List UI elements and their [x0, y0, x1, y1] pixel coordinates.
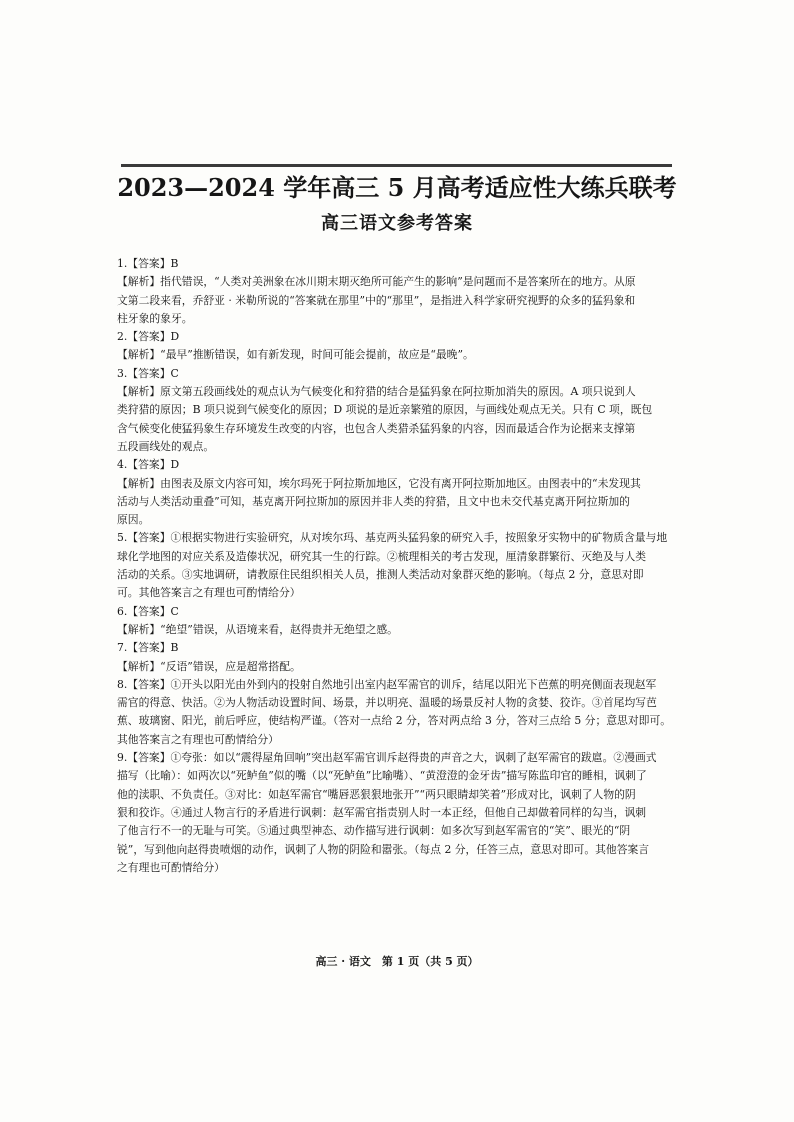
explanation-line: 文第二段来看，乔舒亚 · 米勒所说的“答案就在那里”中的“那里”，是指进入科学家研究视野的众多的猛犸象和 — [117, 293, 636, 307]
answer-item — [117, 456, 682, 529]
answer-heading-line: 2.【答案】D — [117, 330, 180, 344]
answer-heading-line: 3.【答案】C — [117, 366, 179, 380]
explanation-line: 活动与人类活动重叠”可知，基克离开阿拉斯加的原因并非人类的狩猎，且文中也未交代基克离开阿拉斯加的 — [117, 494, 630, 508]
page-title: 2023—2024 学年高三 5 月高考适应性大练兵联考 — [117, 173, 677, 202]
answer-heading-line: 9.【答案】①夸张：如以“震得屋角回响”突出赵军需官训斥赵得贵的声音之大，讽刺了赵军需官的跋扈。②漫画式 — [117, 751, 657, 765]
answer-heading-line: 1.【答案】B — [117, 257, 179, 270]
answer-heading-line: 8.【答案】①开头以阳光由外到内的投射自然地引出室内赵军需官的训斥，结尾以阳光下芭蕉的明亮侧面表现赵军 — [117, 677, 657, 691]
explanation-line: 【解析】由图表及原文内容可知，埃尔玛死于阿拉斯加地区，它没有离开阿拉斯加地区。由图表中的“未发现其 — [117, 476, 641, 490]
explanation-line: 类狩猎的原因；B 项只说到气候变化的原因；D 项说的是近亲繁殖的原因，与画线处观点无关。只有 C 项，既包 — [117, 403, 653, 417]
explanation-line: 之有理也可酌情给分） — [117, 860, 225, 874]
explanation-line: 【解析】“绝望”错误，从语境来看，赵得贵并无绝望之感。 — [117, 622, 398, 636]
explanation-line: 需官的得意、快活。②为人物活动设置时间、场景，并以明亮、温暖的场景反衬人物的贪婪、狡诈。③首尾均写芭 — [117, 696, 657, 710]
answer-item — [117, 639, 682, 676]
explanation-line: 含气候变化使猛犸象生存环境发生改变的内容，也包含人类猎杀猛犸象的内容，因而最适合作为论据来支撑第 — [117, 421, 636, 435]
top-rule — [121, 164, 672, 167]
answer-heading-line: 4.【答案】D — [117, 458, 180, 472]
explanation-line: 【解析】“反语”错误，应是超常搭配。 — [117, 659, 301, 673]
answer-heading-line: 6.【答案】C — [117, 604, 179, 618]
explanation-line: 了他言行不一的无耻与可笑。⑤通过典型神态、动作描写进行讽刺：如多次写到赵军需官的“笑”、眼光的“阴 — [117, 824, 631, 838]
explanation-line: 【解析】原文第五段画线处的观点认为气候变化和狩猎的结合是猛犸象在阿拉斯加消失的原因。A 项只说到人 — [117, 385, 636, 399]
answer-item — [117, 328, 682, 365]
explanation-line: 五段画线处的观点。 — [117, 439, 215, 453]
explanation-line: 他的渎职、不负责任。③对比：如赵军需官“嘴唇恶狠狠地张开”“两只眼睛却笑着”形成对比，讽刺了人物的阴 — [117, 787, 636, 801]
explanation-line: 球化学地图的对应关系及造傣状况，研究其一生的行踪。②梳理相关的考古发现，厘清象群繁衍、灭绝及与人类 — [117, 549, 647, 563]
explanation-line: 蕉、玻璃窗、阳光，前后呼应，使结构严谨。（答对一点给 2 分，答对两点给 3 分，答对三点给 5 分；意思对即可。 — [117, 714, 672, 728]
page-footer: 高三 · 语文 第 1 页（共 5 页） — [315, 955, 479, 968]
answer-item — [117, 255, 682, 328]
explanation-line: 【解析】“最早”推断错误，如有新发现，时间可能会提前，故应是“最晚”。 — [117, 348, 474, 362]
page-subtitle: 高三语文参考答案 — [321, 213, 473, 234]
explanation-line: 【解析】指代错误，“人类对美洲象在冰川期末期灭绝所可能产生的影响”是问题而不是答案所在的地方。从原 — [117, 275, 636, 289]
answer-list — [117, 255, 682, 877]
explanation-line: 活动的关系。③实地调研，请教原住民组织相关人员，推测人类活动对象群灭绝的影响。（每点 2 分，意思对即 — [117, 568, 644, 582]
answer-heading-line: 7.【答案】B — [117, 641, 179, 655]
explanation-line: 可。其他答案言之有理也可酌情给分） — [117, 586, 301, 600]
explanation-line: 其他答案言之有理也可酌情给分） — [117, 732, 279, 746]
answer-item — [117, 603, 682, 640]
explanation-line: 锐”，写到他向赵得贵喷烟的动作，讽刺了人物的阴险和嚣张。（每点 2 分，任答三点，意思对即可。其他答案言 — [117, 842, 650, 856]
answer-item — [117, 749, 682, 877]
explanation-line: 原因。 — [117, 513, 150, 527]
answer-item — [117, 365, 682, 456]
answer-item — [117, 529, 682, 602]
answer-item — [117, 676, 682, 749]
explanation-line: 柱牙象的象牙。 — [117, 311, 193, 325]
answer-heading-line: 5.【答案】①根据实物进行实验研究，从对埃尔玛、基克两头猛犸象的研究入手，按照象牙实物中的矿物质含量与地 — [117, 531, 668, 545]
explanation-line: 描写（比喻）：如两次以“死鲈鱼”似的嘴（以“死鲈鱼”比喻嘴）、“黄澄澄的金牙齿”描写陈监印官的睡相，讽刺了 — [117, 769, 647, 783]
explanation-line: 狠和狡诈。④通过人物言行的矛盾进行讽刺：赵军需官指责别人时一本正经，但他自己却做着同样的勾当，讽刺 — [117, 805, 647, 819]
